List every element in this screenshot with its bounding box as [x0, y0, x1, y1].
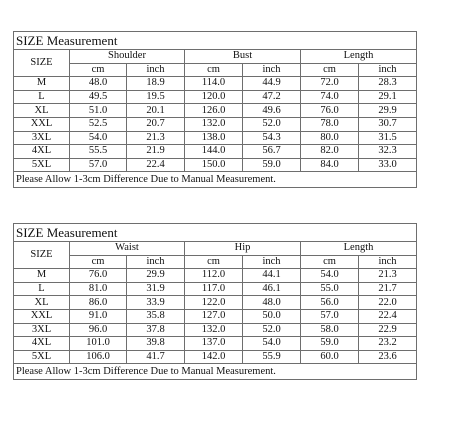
measurement-cell: 127.0 [185, 309, 243, 323]
measurement-cell: 74.0 [301, 90, 359, 104]
table-row [14, 309, 417, 323]
measurement-cell: 76.0 [301, 104, 359, 118]
measurement-cell: 23.6 [359, 350, 417, 364]
unit-header-row [14, 63, 417, 77]
table-body [14, 224, 417, 380]
measurement-cell: 114.0 [185, 77, 243, 91]
measurement-cell: 142.0 [185, 350, 243, 364]
measurement-cell: 48.0 [70, 77, 127, 91]
size-label: 5XL [14, 350, 70, 364]
measurement-cell: 56.0 [301, 296, 359, 310]
size-label: 4XL [14, 145, 70, 159]
measurement-cell: 33.0 [359, 158, 417, 172]
group-header-row [14, 242, 417, 256]
measurement-cell: 80.0 [301, 131, 359, 145]
measurement-cell: 57.0 [301, 309, 359, 323]
title-row [14, 224, 417, 242]
table-title: SIZE Measurement [14, 224, 417, 242]
measurement-cell: 126.0 [185, 104, 243, 118]
measurement-cell: 23.2 [359, 337, 417, 351]
table-row [14, 131, 417, 145]
measurement-group-header: Waist [70, 242, 185, 256]
measurement-note: Please Allow 1-3cm Difference Due to Manual Measurement. [14, 364, 417, 380]
measurement-group-header: Hip [185, 242, 301, 256]
measurement-cell: 49.5 [70, 90, 127, 104]
measurement-cell: 91.0 [70, 309, 127, 323]
measurement-cell: 22.9 [359, 323, 417, 337]
measurement-cell: 56.7 [243, 145, 301, 159]
unit-header: cm [185, 255, 243, 269]
unit-header: inch [127, 255, 185, 269]
group-header-row [14, 50, 417, 64]
measurement-cell: 96.0 [70, 323, 127, 337]
measurement-cell: 48.0 [243, 296, 301, 310]
measurement-cell: 55.5 [70, 145, 127, 159]
measurement-cell: 59.0 [243, 158, 301, 172]
size-label: 4XL [14, 337, 70, 351]
size-table-bottom [13, 223, 417, 380]
title-row [14, 32, 417, 50]
table-row [14, 296, 417, 310]
measurement-cell: 30.7 [359, 117, 417, 131]
unit-header: cm [301, 63, 359, 77]
size-column-header: SIZE [14, 242, 70, 269]
unit-header: inch [243, 63, 301, 77]
size-label: M [14, 269, 70, 283]
measurement-cell: 54.0 [70, 131, 127, 145]
size-table-top [13, 31, 417, 188]
measurement-cell: 29.9 [359, 104, 417, 118]
measurement-cell: 18.9 [127, 77, 185, 91]
measurement-cell: 22.0 [359, 296, 417, 310]
measurement-cell: 137.0 [185, 337, 243, 351]
measurement-cell: 52.0 [243, 323, 301, 337]
measurement-cell: 33.9 [127, 296, 185, 310]
measurement-cell: 32.3 [359, 145, 417, 159]
measurement-cell: 54.0 [243, 337, 301, 351]
size-label: XXL [14, 309, 70, 323]
unit-header: cm [70, 255, 127, 269]
size-label: L [14, 90, 70, 104]
measurement-cell: 59.0 [301, 337, 359, 351]
measurement-cell: 54.3 [243, 131, 301, 145]
measurement-cell: 31.9 [127, 282, 185, 296]
measurement-cell: 81.0 [70, 282, 127, 296]
unit-header: cm [301, 255, 359, 269]
table-row [14, 323, 417, 337]
measurement-cell: 20.7 [127, 117, 185, 131]
table-row [14, 77, 417, 91]
measurement-cell: 22.4 [359, 309, 417, 323]
measurement-cell: 86.0 [70, 296, 127, 310]
size-column-header: SIZE [14, 50, 70, 77]
unit-header: inch [127, 63, 185, 77]
measurement-cell: 72.0 [301, 77, 359, 91]
measurement-cell: 120.0 [185, 90, 243, 104]
measurement-cell: 39.8 [127, 337, 185, 351]
measurement-cell: 52.0 [243, 117, 301, 131]
measurement-cell: 84.0 [301, 158, 359, 172]
measurement-cell: 138.0 [185, 131, 243, 145]
measurement-cell: 37.8 [127, 323, 185, 337]
measurement-cell: 44.1 [243, 269, 301, 283]
size-label: XXL [14, 117, 70, 131]
measurement-cell: 112.0 [185, 269, 243, 283]
measurement-cell: 20.1 [127, 104, 185, 118]
size-label: L [14, 282, 70, 296]
measurement-cell: 49.6 [243, 104, 301, 118]
measurement-cell: 132.0 [185, 323, 243, 337]
measurement-cell: 78.0 [301, 117, 359, 131]
size-label: M [14, 77, 70, 91]
measurement-cell: 21.9 [127, 145, 185, 159]
measurement-cell: 41.7 [127, 350, 185, 364]
table-row [14, 145, 417, 159]
measurement-cell: 55.9 [243, 350, 301, 364]
unit-header: inch [359, 63, 417, 77]
measurement-cell: 55.0 [301, 282, 359, 296]
size-label: XL [14, 104, 70, 118]
size-label: XL [14, 296, 70, 310]
measurement-group-header: Length [301, 50, 417, 64]
table-row [14, 269, 417, 283]
measurement-cell: 58.0 [301, 323, 359, 337]
measurement-cell: 117.0 [185, 282, 243, 296]
table-row [14, 337, 417, 351]
measurement-cell: 76.0 [70, 269, 127, 283]
measurement-cell: 144.0 [185, 145, 243, 159]
unit-header: cm [185, 63, 243, 77]
measurement-cell: 47.2 [243, 90, 301, 104]
unit-header: inch [243, 255, 301, 269]
measurement-group-header: Shoulder [70, 50, 185, 64]
measurement-cell: 57.0 [70, 158, 127, 172]
measurement-cell: 44.9 [243, 77, 301, 91]
size-label: 5XL [14, 158, 70, 172]
measurement-cell: 29.9 [127, 269, 185, 283]
measurement-cell: 50.0 [243, 309, 301, 323]
measurement-cell: 54.0 [301, 269, 359, 283]
measurement-cell: 35.8 [127, 309, 185, 323]
measurement-cell: 19.5 [127, 90, 185, 104]
measurement-cell: 29.1 [359, 90, 417, 104]
note-row [14, 172, 417, 188]
measurement-cell: 22.4 [127, 158, 185, 172]
measurement-cell: 28.3 [359, 77, 417, 91]
measurement-cell: 21.3 [127, 131, 185, 145]
size-label: 3XL [14, 131, 70, 145]
measurement-cell: 46.1 [243, 282, 301, 296]
measurement-cell: 31.5 [359, 131, 417, 145]
table-body [14, 32, 417, 188]
measurement-cell: 150.0 [185, 158, 243, 172]
measurement-cell: 21.3 [359, 269, 417, 283]
table-row [14, 90, 417, 104]
measurement-cell: 21.7 [359, 282, 417, 296]
measurement-cell: 51.0 [70, 104, 127, 118]
measurement-cell: 132.0 [185, 117, 243, 131]
unit-header-row [14, 255, 417, 269]
unit-header: inch [359, 255, 417, 269]
measurement-note: Please Allow 1-3cm Difference Due to Manual Measurement. [14, 172, 417, 188]
note-row [14, 364, 417, 380]
measurement-cell: 122.0 [185, 296, 243, 310]
measurement-cell: 101.0 [70, 337, 127, 351]
table-row [14, 158, 417, 172]
table-title: SIZE Measurement [14, 32, 417, 50]
measurement-cell: 52.5 [70, 117, 127, 131]
table-row [14, 104, 417, 118]
measurement-cell: 60.0 [301, 350, 359, 364]
unit-header: cm [70, 63, 127, 77]
size-label: 3XL [14, 323, 70, 337]
measurement-cell: 82.0 [301, 145, 359, 159]
measurement-group-header: Bust [185, 50, 301, 64]
table-row [14, 117, 417, 131]
table-row [14, 350, 417, 364]
measurement-cell: 106.0 [70, 350, 127, 364]
table-row [14, 282, 417, 296]
measurement-group-header: Length [301, 242, 417, 256]
